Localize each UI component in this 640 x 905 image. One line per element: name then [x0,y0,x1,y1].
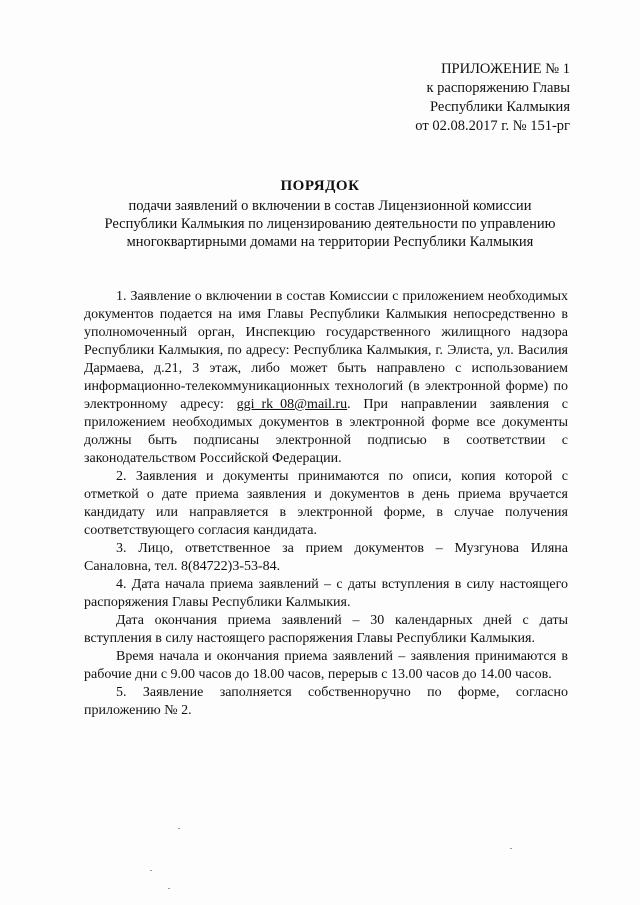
scan-speck [178,828,180,829]
paragraph-1-text: 1. Заявление о включении в состав Комиссии с приложением необходимых документов подается на имя Главы Республики Калмыкия непосредственно в уполномоченный орган, Инспекцию государственного жилищного надзора Республики Калмыкия, по адресу: Республика Калмыкия, г. Элиста, ул. Василия Дармаева, д.21, 3 этаж, либо может быть направлено с использованием информационно-телекоммуникационных технологий (в электронной форме) по электронному адресу: [84,289,568,412]
paragraph-5: Дата окончания приема заявлений – 30 календарных дней с даты вступления в силу настоящего распоряжения Главы Республики Калмыкия. [84,613,568,646]
document-subtitle [60,197,600,251]
paragraph-1-continuation: . При направлении заявления с приложением необходимых документов в электронной форме все документы должны быть подписаны электронной подписью в соответствии с законодательством Российской Федерации. [84,397,569,466]
appendix-number: ПРИЛОЖЕНИЕ № 1 [441,61,570,77]
scan-speck [510,848,512,849]
appendix-to-order: к распоряжению Главы [426,80,570,96]
paragraph-6: Время начала и окончания приема заявлений – заявления принимаются в рабочие дни с 9.00 часов до 18.00 часов, перерыв с 13.00 часов до 14.00 часов. [84,649,568,682]
subtitle-line: подачи заявлений о включении в состав Лицензионной комиссии [128,198,532,214]
scan-speck [150,870,152,871]
subtitle-line: многоквартирными домами на территории Республики Калмыкия [126,234,534,250]
appendix-republic: Республики Калмыкия [429,99,570,115]
scan-speck [168,888,170,889]
document-body [84,288,568,720]
subtitle-line: Республики Калмыкия по лицензированию деятельности по управлению [104,216,556,232]
paragraph-7: 5. Заявление заполняется собственноручно по форме, согласно приложению № 2. [84,685,568,718]
appendix-date-number: от 02.08.2017 г. № 151-рг [415,118,570,134]
paragraph-4: 4. Дата начала приема заявлений – с даты вступления в силу настоящего распоряжения Главы Республики Калмыкия. [84,577,568,610]
paragraph-1 [84,288,568,468]
appendix-header [415,60,570,136]
paragraph-3: 3. Лицо, ответственное за прием документов – Музгунова Иляна Саналовна, тел. 8(84722)3-53-84. [84,541,568,574]
document-title: ПОРЯДОК [280,178,360,194]
email-link[interactable]: ggi_rk_08@mail.ru [236,397,348,412]
paragraph-2: 2. Заявления и документы принимаются по описи, копия которой с отметкой о дате приема заявления и документов в день приема вручается кандидату или направляется в электронной форме, в случае получения соответствующего согласия кандидата. [84,469,568,538]
